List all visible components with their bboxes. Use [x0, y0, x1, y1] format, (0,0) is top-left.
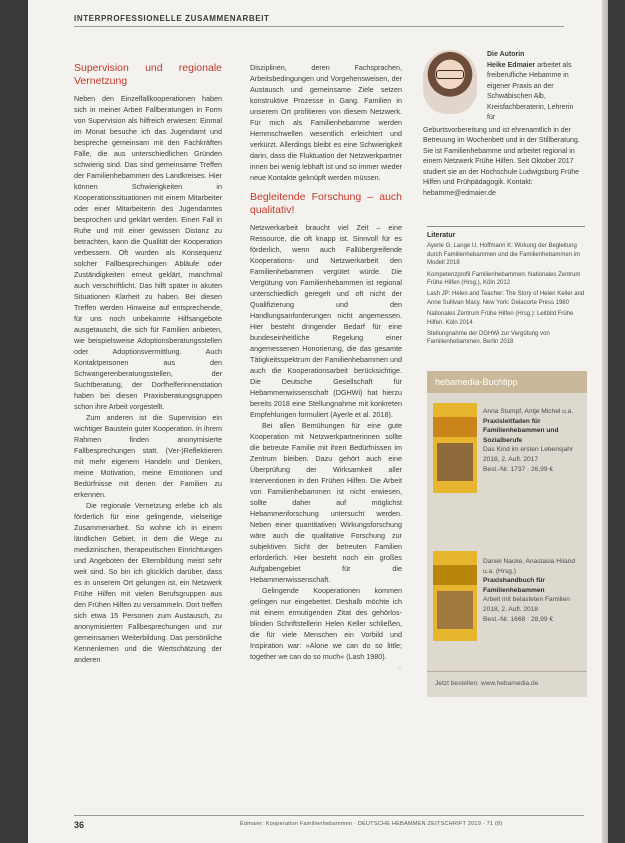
literature-item: Lash JP: Helen and Teacher: The Story of Helen Keller and Anne Sullivan Macy. New York: Delacorte Press 1980 — [427, 291, 585, 306]
buchtipp-title: hebamedia-Buchtipp — [435, 377, 518, 387]
author-box — [423, 50, 583, 199]
literature-box — [427, 232, 585, 350]
book-cover-band — [433, 565, 477, 585]
book-authors: Daniel Nacke, Anastasia Hiland u.a. (Hrsg.) — [483, 558, 575, 575]
book-cover-image — [437, 443, 473, 481]
paragraph: Neben den Einzelfallkooperationen haben sich in meiner Arbeit Fallberatungen in Form von Supervision als hilfreich erwiesen: Einmal im Monat besuche ich das Jugendamt und bespreche gemeinsam mit den Fachkräften Fälle, die aus unterschiedlichen Gründen schwierig sind. Das sind gemeinsame Treffen der Familienhebammen des Landkreises. Hier können Schwierigkeiten in Kooperationssituationen mit einem Mitarbeiter oder einer Mitarbeiterin des Jugendamtes besprochen und geklärt werden. Einen Fall in Ruhe und mit einer gewissen Distanz zu betrachten, kann die Qualität der Kooperation verbessern. Oft wurden als Konsequenz solcher Fallbesprechungen Abläufe oder Zuständigkeiten erneut geklärt, manchmal auch verschriftlicht. Das hilft später in akuten Situationen Klarheit zu haben. Bei diesen Treffen werden Hinweise auf entsprechende, für uns noch unbekannte Hilfsangebote ausgetauscht, die sich für Familien anbieten, wie beispielsweise Adoptionsberatungsstellen oder Adoptionsvermittlung. Auch Kontaktpersonen aus den Schwangerenberatungsstellen, der Suchtberatung, der Dorfhelferinnenstation haben bei diesen Praxisberatungsgruppen schon ihre Arbeit vorgestellt. — [74, 94, 222, 411]
book-order: Best.-Nr. 1737 · 26,99 € — [483, 465, 554, 473]
paragraph: Bei allen Bemühungen für eine gute Kooperation mit Netzwerkpartnerinnen sollte die betreute Familie mit ihren Bedürfnissen im Zentrum bleiben. Dazu gehört auch eine Überprüfung der Wirksamkeit aller Interventionen in den Frühen Hilfen. Die Arbeit von Familienhebammen ist nicht erwiesen, sollte daher auf möglichst Hebammenforschung untersucht werden. Neben einer quantitativen Wirkungsforschung wäre auch die qualitative Forschung zur subjektiven Sicht der betreuten Familien erforderlich. Hier besteht noch ein großes Aufgabengebiet für die Hebammenwissenschaft. — [250, 421, 402, 584]
book-cover-band — [433, 417, 477, 437]
literature-item: Stellungnahme der DGHWi zur Vergütung von Familienhebammen. Berlin 2018 — [427, 331, 550, 346]
header-rule — [74, 26, 564, 27]
book-authors: Anna Stumpf, Antje Michel u.a. — [483, 408, 574, 415]
running-header: INTERPROFESSIONELLE ZUSAMMENARBEIT — [74, 14, 270, 23]
page-number: 36 — [74, 820, 85, 830]
paragraph: Gelingende Kooperationen kommen gelingen nur eingebettet. Deshalb möchte ich mit einem ermutigenden Zitat des gehörlos-blinden Schriftstellerin Helen Keller schließen, die für viele Menschen ein Vorbild und Inspiration war: »Alone we can do so little; together we can do so much« (Lash 1980). — [250, 586, 402, 661]
literature-rule — [427, 226, 585, 227]
page-spine — [602, 0, 608, 843]
literature-title: Literatur — [427, 232, 456, 239]
footer-rule — [74, 815, 584, 816]
author-name: Heike Edmaier — [487, 61, 536, 69]
book-title: Praxisleitfaden für Familienhebammen und Sozialberufe — [483, 417, 559, 444]
book-title: Praxishandbuch für Familienhebammen — [483, 577, 545, 594]
paragraph: Die regionale Vernetzung erlebe ich als förderlich für eine gelingende, vielseitige Zusammenarbeit. So wohne ich in einem ländlichen Gebiet, in dem die Wege zu medizinischen, therapeutischen Einrichtungen und Angeboten der Elternbildung meist sehr weit sind. So bin ich glücklich darüber, dass es in unserem Ort gelungen ist, ein Netzwerk Frühe Hilfen mit vielen Berufsgruppen aus den Frühen Hilfen zu versammeln. Dort treffen sich etwa 15 Personen zum Austausch, zu anonymisierten Fallbesprechungen und zur gemeinsamen Weiterbildung. Das persönliche Kennenlernen und die Wertschätzung der anderen — [74, 501, 222, 664]
book-cover-image — [437, 591, 473, 629]
author-bio-continued: Geburtsvorbereitung und ist ehrenamtlich in der Betreuung im Wochenbett und in der Stillberatung. Sie ist Familienhebamme und arbeitet regional in einem Netzwerk Frühe Hilfen. Seit Oktober 2017 studiert sie an der Hochschule Ludwigsburg Frühe Hilfen und Frühpädagogik. Kontakt: hebamme@edmaier.de — [423, 126, 580, 197]
column-2 — [250, 62, 402, 673]
glasses-icon — [436, 70, 464, 79]
book-edition: 2018, 2. Aufl. 2017 — [483, 455, 538, 463]
book-order: Best.-Nr. 1668 · 28,99 € — [483, 615, 554, 623]
buchtipp-footer — [427, 671, 587, 698]
paragraph: Disziplinen, deren Fachsprachen, Arbeitsbedingungen und Vorgehensweisen, der Austausch und gemeinsame Ziele setzen konstruktive Prozesse in Gang. Familien in unserem Ort profitieren von diesem Netzwerk. Für mich als Familienhebamme werden Hemmschwellen wesentlich erleichtert und verkürzt. Allerdings bleibt es eine Schwierigkeit darin, dass die Fluktuation der Netzwerkpartner innen bei wenig lebhaft ist und so immer wieder neue Kontakte geknüpft werden müssen. — [250, 63, 402, 182]
book-cover[interactable] — [433, 551, 477, 641]
author-text — [487, 50, 583, 124]
book-subtitle: Das Kind im ersten Lebensjahr — [483, 446, 574, 454]
book-cover[interactable] — [433, 403, 477, 493]
magazine-page — [28, 0, 608, 843]
book-info — [483, 557, 583, 624]
author-label: Die Autorin — [487, 51, 525, 58]
author-bio: arbeitet als freiberufliche Hebamme in eigener Praxis an der Schwäbischen Alb, Kreisfachberaterin, Lehrerin für — [487, 61, 574, 121]
section-heading-supervision: Supervision und regionale Vernetzung — [74, 62, 222, 87]
section-heading-forschung: Begleitende Forschung – auch qualitativ! — [250, 191, 402, 216]
column-1 — [74, 62, 222, 665]
book-info — [483, 407, 583, 474]
book-edition: 2018, 2. Aufl. 2018 — [483, 605, 538, 613]
paragraph: Zum anderen ist die Supervision ein wichtiger Baustein guter Kooperation. In ihrem Rahmen finden anonymisierte Fallbesprechungen statt. (Ver-)Reflektieren mit mehr eigenem Handeln und Denken, meine Motivation, meine Emotionen und Bedürfnisse mit denen der Familien zu erkennen. — [74, 413, 222, 499]
buchtipp-header — [427, 371, 587, 393]
end-mark: ◌ — [397, 663, 402, 672]
author-photo — [423, 50, 477, 114]
literature-item: Nationales Zentrum Frühe Hilfen (Hrsg.): Leitbild Frühe Hilfen. Köln 2014 — [427, 311, 574, 326]
book-subtitle: Arbeit mit belasteten Familien — [483, 596, 570, 604]
shop-link[interactable]: Jetzt bestellen: www.hebamedia.de — [435, 680, 539, 687]
footer-text: Edmaier: Kooperation Familienhebammen · DEUTSCHE HEBAMMEN ZEITSCHRIFT 2019 · 71 (8) — [240, 821, 503, 827]
literature-item: Kompetenzprofil Familienhebammen: Nationales Zentrum Frühe Hilfen (Hrsg.), Köln 2012 — [427, 271, 581, 287]
buchtipp-box — [427, 371, 587, 697]
paragraph: Netzwerkarbeit braucht viel Zeit – eine Ressource, die oft knapp ist. Sinnvoll für es förderlich, wenn auch Fallübergreifende Kooperations- und Netzwerkarbeit den Familienhebammen vergütet würde. Die Vergütung von Familienhebammen ist regional unterschiedlich geregelt und oft nicht der Qualifizierung und den Handlungsanforderungen nicht angemessen. Hier besteht dringender Bedarf für eine bundeseinheitliche Regelung einer angemessenen Honorierung, die das gesamte Tätigkeitsspektrum der Familienhebammen und auch die Kooperationsarbeit berücksichtige. Die Deutsche Gesellschaft für Hebammenwissenschaft (DGHWi) hat hierzu bereits 2018 eine Stellungnahme mit konkreten Empfehlungen formuliert (Ayerle et al. 2018). — [250, 223, 402, 419]
literature-item: Ayerle G, Lange U, Hoffmann K: Wirkung der Begleitung durch Familienhebammen und die Familienhebammen im Modell 2018 — [427, 243, 581, 267]
